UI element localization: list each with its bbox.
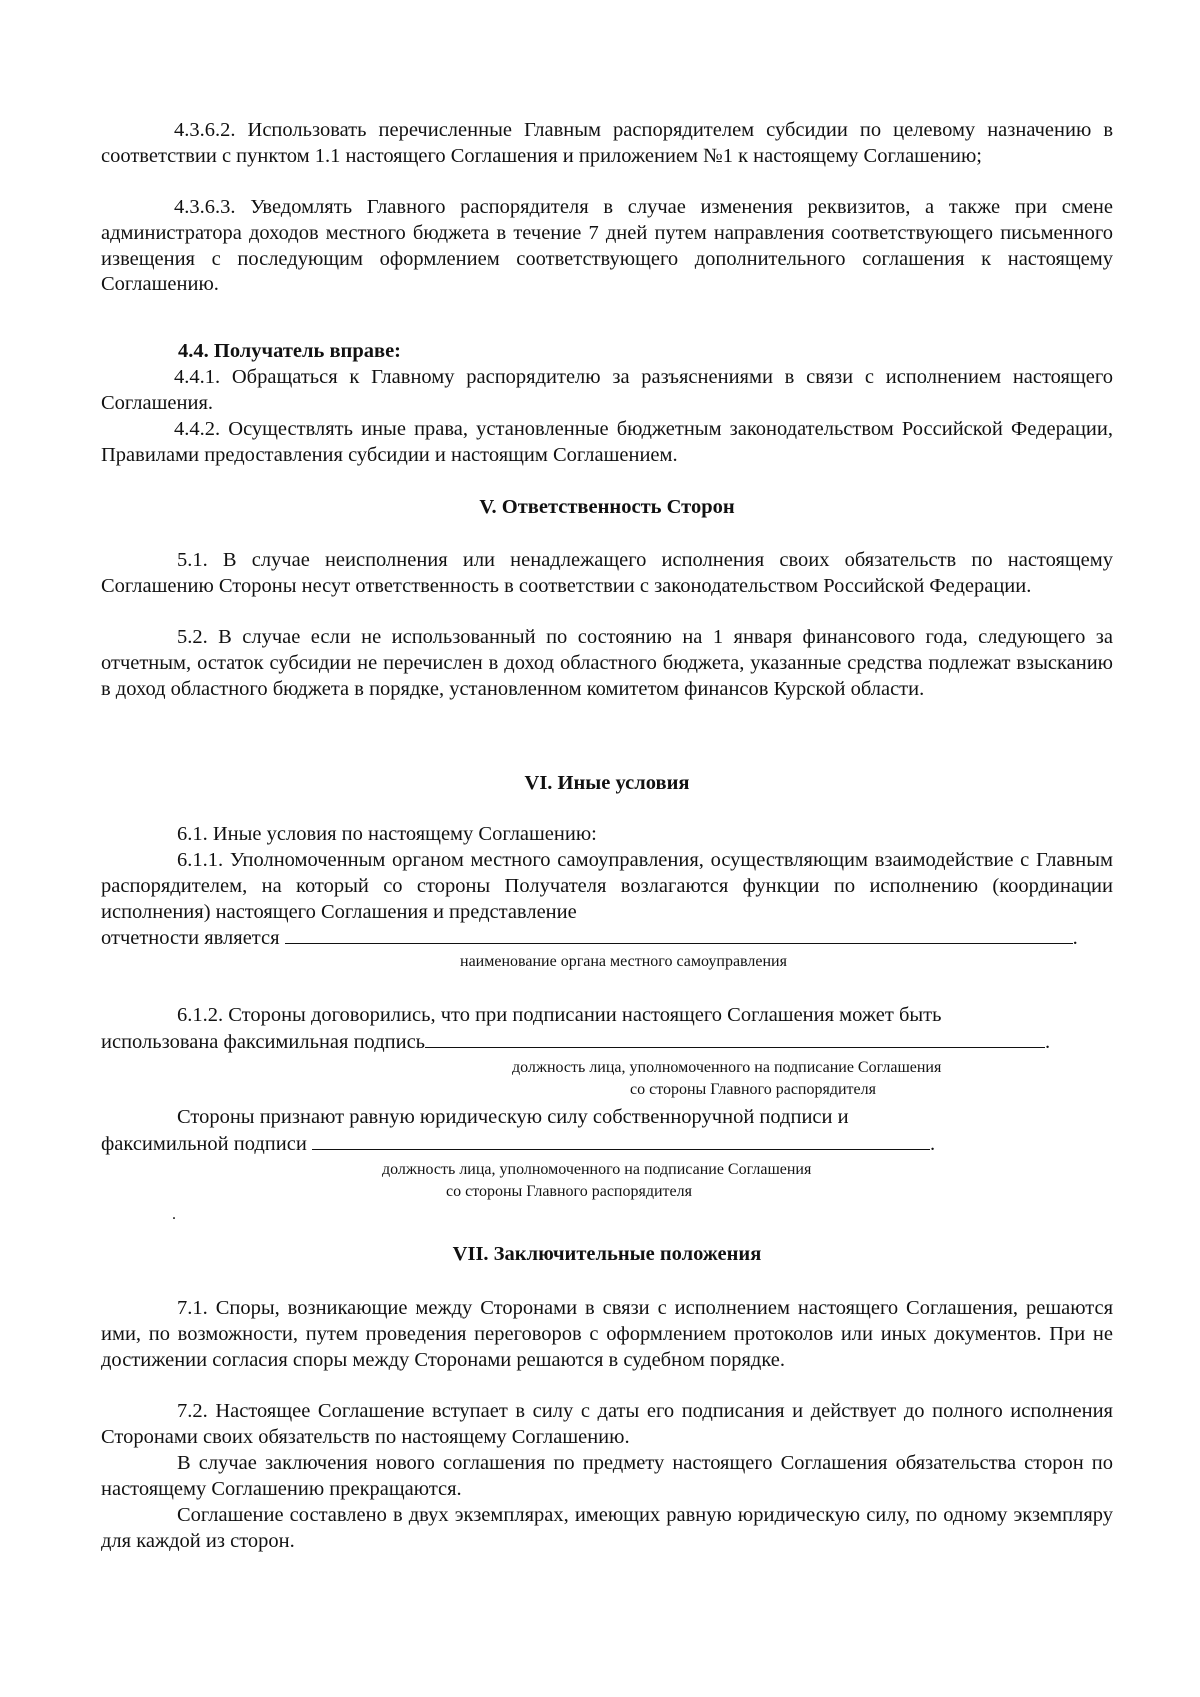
period: .	[1045, 1031, 1051, 1053]
section-heading-7: VII. Заключительные положения	[452, 1243, 762, 1265]
paragraph-4-3-6-2: 4.3.6.2. Использовать перечисленные Главным распорядителем субсидии по целевому назначению в соответствии с пунктом 1.1 настоящего Соглашения и приложением №1 к настоящему Соглашению;	[101, 119, 1113, 167]
caption-signatory-side-1: со стороны Главного распорядителя	[630, 1081, 876, 1098]
stray-dot: .	[172, 1206, 176, 1223]
paragraph-7-1: 7.1. Споры, возникающие между Сторонами в связи с исполнением настоящего Соглашения, решаются ими, по возможности, путем проведения переговоров с оформлением протоколов или иных документов. При не достижении согласия споры между Сторонами решаются в судебном порядке.	[101, 1297, 1113, 1371]
facsimile-blank-line	[425, 1029, 1045, 1048]
section-heading-5: V. Ответственность Сторон	[479, 496, 735, 518]
paragraph-6-1: 6.1. Иные условия по настоящему Соглашению:	[177, 823, 597, 845]
paragraph-6-1-1-end	[101, 925, 1078, 952]
paragraph-4-4-2: 4.4.2. Осуществлять иные права, установленные бюджетным законодательством Российской Федерации, Правилами предоставления субсидии и настоящим Соглашением.	[101, 418, 1113, 466]
period: .	[929, 1133, 936, 1155]
facsimile-signature-blank-line	[312, 1131, 930, 1150]
paragraph-recognition: Стороны признают равную юридическую силу собственноручной подписи и	[177, 1106, 849, 1128]
paragraph-7-4: Соглашение составлено в двух экземплярах, имеющих равную юридическую силу, по одному экземпляру для каждой из сторон.	[101, 1504, 1113, 1552]
paragraph-6-1-1: 6.1.1. Уполномоченным органом местного самоуправления, осуществляющим взаимодействие с Главным распорядителем, на который со стороны Получателя возлагаются функции по исполнению (координации исполнения) настоящего Соглашения и представление	[101, 849, 1113, 923]
paragraph-5-1: 5.1. В случае неисполнения или ненадлежащего исполнения своих обязательств по настоящему Соглашению Стороны несут ответственность в соответствии с законодательством Российской Федерации.	[101, 549, 1113, 597]
paragraph-4-3-6-3: 4.3.6.3. Уведомлять Главного распорядителя в случае изменения реквизитов, а также при смене администратора доходов местного бюджета в течение 7 дней путем направления соответствующего письменного извещения с последующим оформлением соответствующего дополнительного соглашения к настоящему Соглашению.	[101, 196, 1113, 296]
facsimile-label: использована факсимильная подпись	[101, 1031, 426, 1053]
paragraph-recognition-end	[101, 1131, 935, 1158]
section-heading-6: VI. Иные условия	[524, 772, 690, 794]
caption-signatory-position-1: должность лица, уполномоченного на подписание Соглашения	[512, 1059, 942, 1076]
reporting-label: отчетности является	[101, 927, 280, 949]
paragraph-7-2: 7.2. Настоящее Соглашение вступает в силу с даты его подписания и действует до полного исполнения Сторонами своих обязательств по настоящему Соглашению.	[101, 1400, 1113, 1448]
paragraph-4-4-1: 4.4.1. Обращаться к Главному распорядителю за разъяснениями в связи с исполнением настоящего Соглашения.	[101, 366, 1113, 414]
local-authority-blank-line	[285, 925, 1073, 944]
caption-signatory-position-2: должность лица, уполномоченного на подписание Соглашения	[382, 1161, 812, 1178]
period: .	[1072, 927, 1078, 949]
caption-signatory-side-2: со стороны Главного распорядителя	[446, 1183, 692, 1200]
paragraph-5-2: 5.2. В случае если не использованный по состоянию на 1 января финансового года, следующего за отчетным, остаток субсидии не перечислен в доход областного бюджета, указанные средства подлежат взысканию в доход областного бюджета в порядке, установленном комитетом финансов Курской области.	[101, 626, 1113, 700]
paragraph-6-1-2-end	[101, 1029, 1050, 1056]
paragraph-7-3: В случае заключения нового соглашения по предмету настоящего Соглашения обязательства сторон по настоящему Соглашению прекращаются.	[101, 1452, 1113, 1500]
caption-local-authority: наименование органа местного самоуправления	[460, 953, 787, 970]
facsimile-signature-label: факсимильной подписи	[101, 1133, 307, 1155]
paragraph-6-1-2: 6.1.2. Стороны договорились, что при подписании настоящего Соглашения может быть	[177, 1004, 942, 1026]
section-heading-4-4: 4.4. Получатель вправе:	[178, 340, 401, 362]
